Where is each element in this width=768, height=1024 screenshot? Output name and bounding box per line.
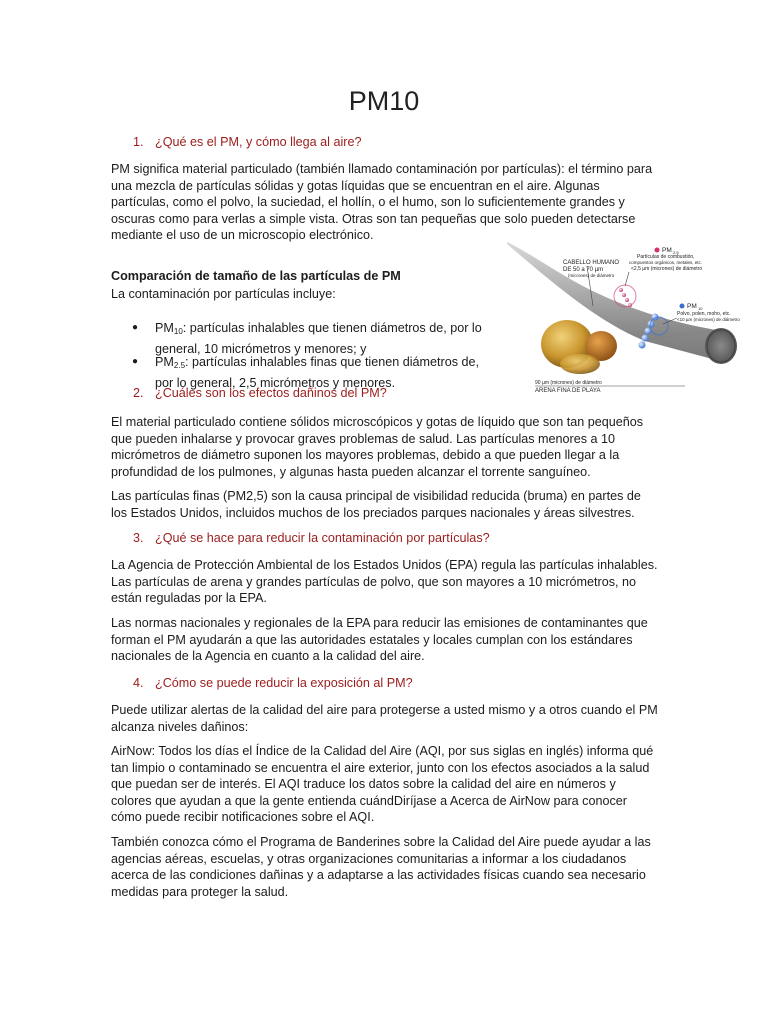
bullet-prefix: PM <box>155 355 174 369</box>
paragraph-health-effects: El material particulado contiene sólidos microscópicos y gotas de líquido que son tan pequeños que pueden inhalarse y provocar graves problemas de salud. Las partículas menores a 10 micrómetros de diámetro suponen los mayores problemas, debido a que pueden llegar a la profundidad de los pulmones, y algunas hasta pueden alcanzar el torrente sanguíneo. <box>111 415 644 479</box>
sand-size: 90 µm (micrones) de diámetro <box>535 380 602 386</box>
paragraph-visibility: Las partículas finas (PM2,5) son la causa principal de visibilidad reducida (bruma) en partes de los Estados Unidos, incluidos muchos de los preciados parques nacionales y áreas silvestres. <box>111 489 641 520</box>
bullet-subscript: 2.5 <box>173 361 186 370</box>
pm10-subscript: 10 <box>698 306 703 311</box>
hair-size: DE 50 a 70 µm <box>563 267 604 273</box>
pm25-subscript: 2,5 <box>673 250 679 255</box>
sand-label: ARENA FINA DE PLAYA <box>535 388 601 394</box>
pm10-label: PM <box>687 303 697 310</box>
section-heading-2 <box>133 386 387 400</box>
pm25-desc-3: <2,5 µm (micrones) de diámetro <box>631 266 703 272</box>
section-heading-3 <box>133 531 490 545</box>
bullet-text: : partículas inhalables finas que tienen diámetros de, por lo general, 2,5 micrómetros y menores. <box>155 355 480 390</box>
bullet-icon: ● <box>132 322 139 333</box>
section-heading-text: ¿Qué se hace para reducir la contaminación por partículas? <box>155 531 490 545</box>
pm10-desc-1: Polvo, polen, moho, etc. <box>677 311 731 317</box>
pm10-dot-icon <box>680 304 685 309</box>
section-heading-text: ¿Cuáles son los efectos dañinos del PM? <box>155 386 387 400</box>
section-number: 4. <box>133 676 144 690</box>
section-number: 2. <box>133 386 144 400</box>
paragraph-air-alerts: Puede utilizar alertas de la calidad del aire para protegerse a usted mismo y a otros cuando el PM alcanza niveles dañinos: <box>111 703 658 734</box>
paragraph-epa-regulation: La Agencia de Protección Ambiental de los Estados Unidos (EPA) regula las partículas inhalables. Las partículas de arena y grandes partículas de polvo, que son mayores a 10 micrómetros, no están reguladas por la EPA. <box>111 558 658 606</box>
comparison-intro: La contaminación por partículas incluye: <box>111 287 336 301</box>
list-item-pm10 <box>132 320 490 357</box>
sand-grains-image <box>541 320 617 374</box>
pm25-desc-2: compuestos orgánicos, metales, etc. <box>629 260 703 265</box>
particle-size-figure <box>505 236 768 401</box>
section-number: 3. <box>133 531 144 545</box>
comparison-heading: Comparación de tamaño de las partículas de PM <box>111 269 401 283</box>
bullet-text: : partículas inhalables que tienen diámetros de, por lo general, 10 micrómetros y menores; y <box>155 321 482 356</box>
paragraph-flag-program: También conozca cómo el Programa de Banderines sobre la Calidad del Aire puede ayudar a las agencias aéreas, escuelas, y otras organizaciones comunitarias a informar a los ciudadanos acerca de las condiciones dañinas y a adaptarse a las actividades físicas cuando sea necesario medidas para proteger la salud. <box>111 835 651 899</box>
pm25-label: PM <box>662 247 672 254</box>
section-number: 1. <box>133 135 144 149</box>
paragraph-airnow: AirNow: Todos los días el Índice de la Calidad del Aire (AQI, por sus siglas en inglés) informa qué tan limpio o contaminado se encuentra el aire exterior, junto con los efectos asociados a la salud que puedan ser de interés. El AQI traduce los datos sobre la calidad del aire en números y colores que ayudan a que la gente entienda cuándDiríjase a Acerca de AirNow para conocer cómo puede recibir notificaciones sobre el AQI. <box>111 744 654 825</box>
section-heading-text: ¿Cómo se puede reducir la exposición al PM? <box>155 676 413 690</box>
pm10-desc-2: <10 µm (micrones) de diámetro <box>677 317 740 322</box>
page-title: PM10 <box>348 86 420 116</box>
pm25-dot-icon <box>655 248 660 253</box>
paragraph-epa-standards: Las normas nacionales y regionales de la EPA para reducir las emisiones de contaminantes que forman el PM ayudarán a que las autoridades estatales y locales cumplan con los estándares nacionales de la Agencia en cuanto a la calidad del aire. <box>111 616 648 664</box>
hair-note: (micrones) de diámetro <box>568 273 615 278</box>
bullet-subscript: 10 <box>173 327 183 336</box>
bullet-prefix: PM <box>155 321 174 335</box>
bullet-icon: ● <box>132 356 139 367</box>
paragraph-pm-definition: PM significa material particulado (también llamado contaminación por partículas): el término para una mezcla de partículas sólidas y gotas líquidas que se encuentran en el aire. Algunas partículas, como el polvo, la suciedad, el hollín, o el humo, son lo suficientemente grandes y oscuras como para verlas a simple vista. Otras son tan pequeñas que solo pueden detectarse mediante el uso de un microscopio electrónico. <box>111 162 653 243</box>
section-heading-text: ¿Qué es el PM, y cómo llega al aire? <box>155 135 362 149</box>
section-heading-4 <box>133 676 413 690</box>
hair-label: CABELLO HUMANO <box>563 260 620 266</box>
pm25-desc-1: Partículas de combustión, <box>637 254 695 260</box>
section-heading-1 <box>133 135 362 149</box>
